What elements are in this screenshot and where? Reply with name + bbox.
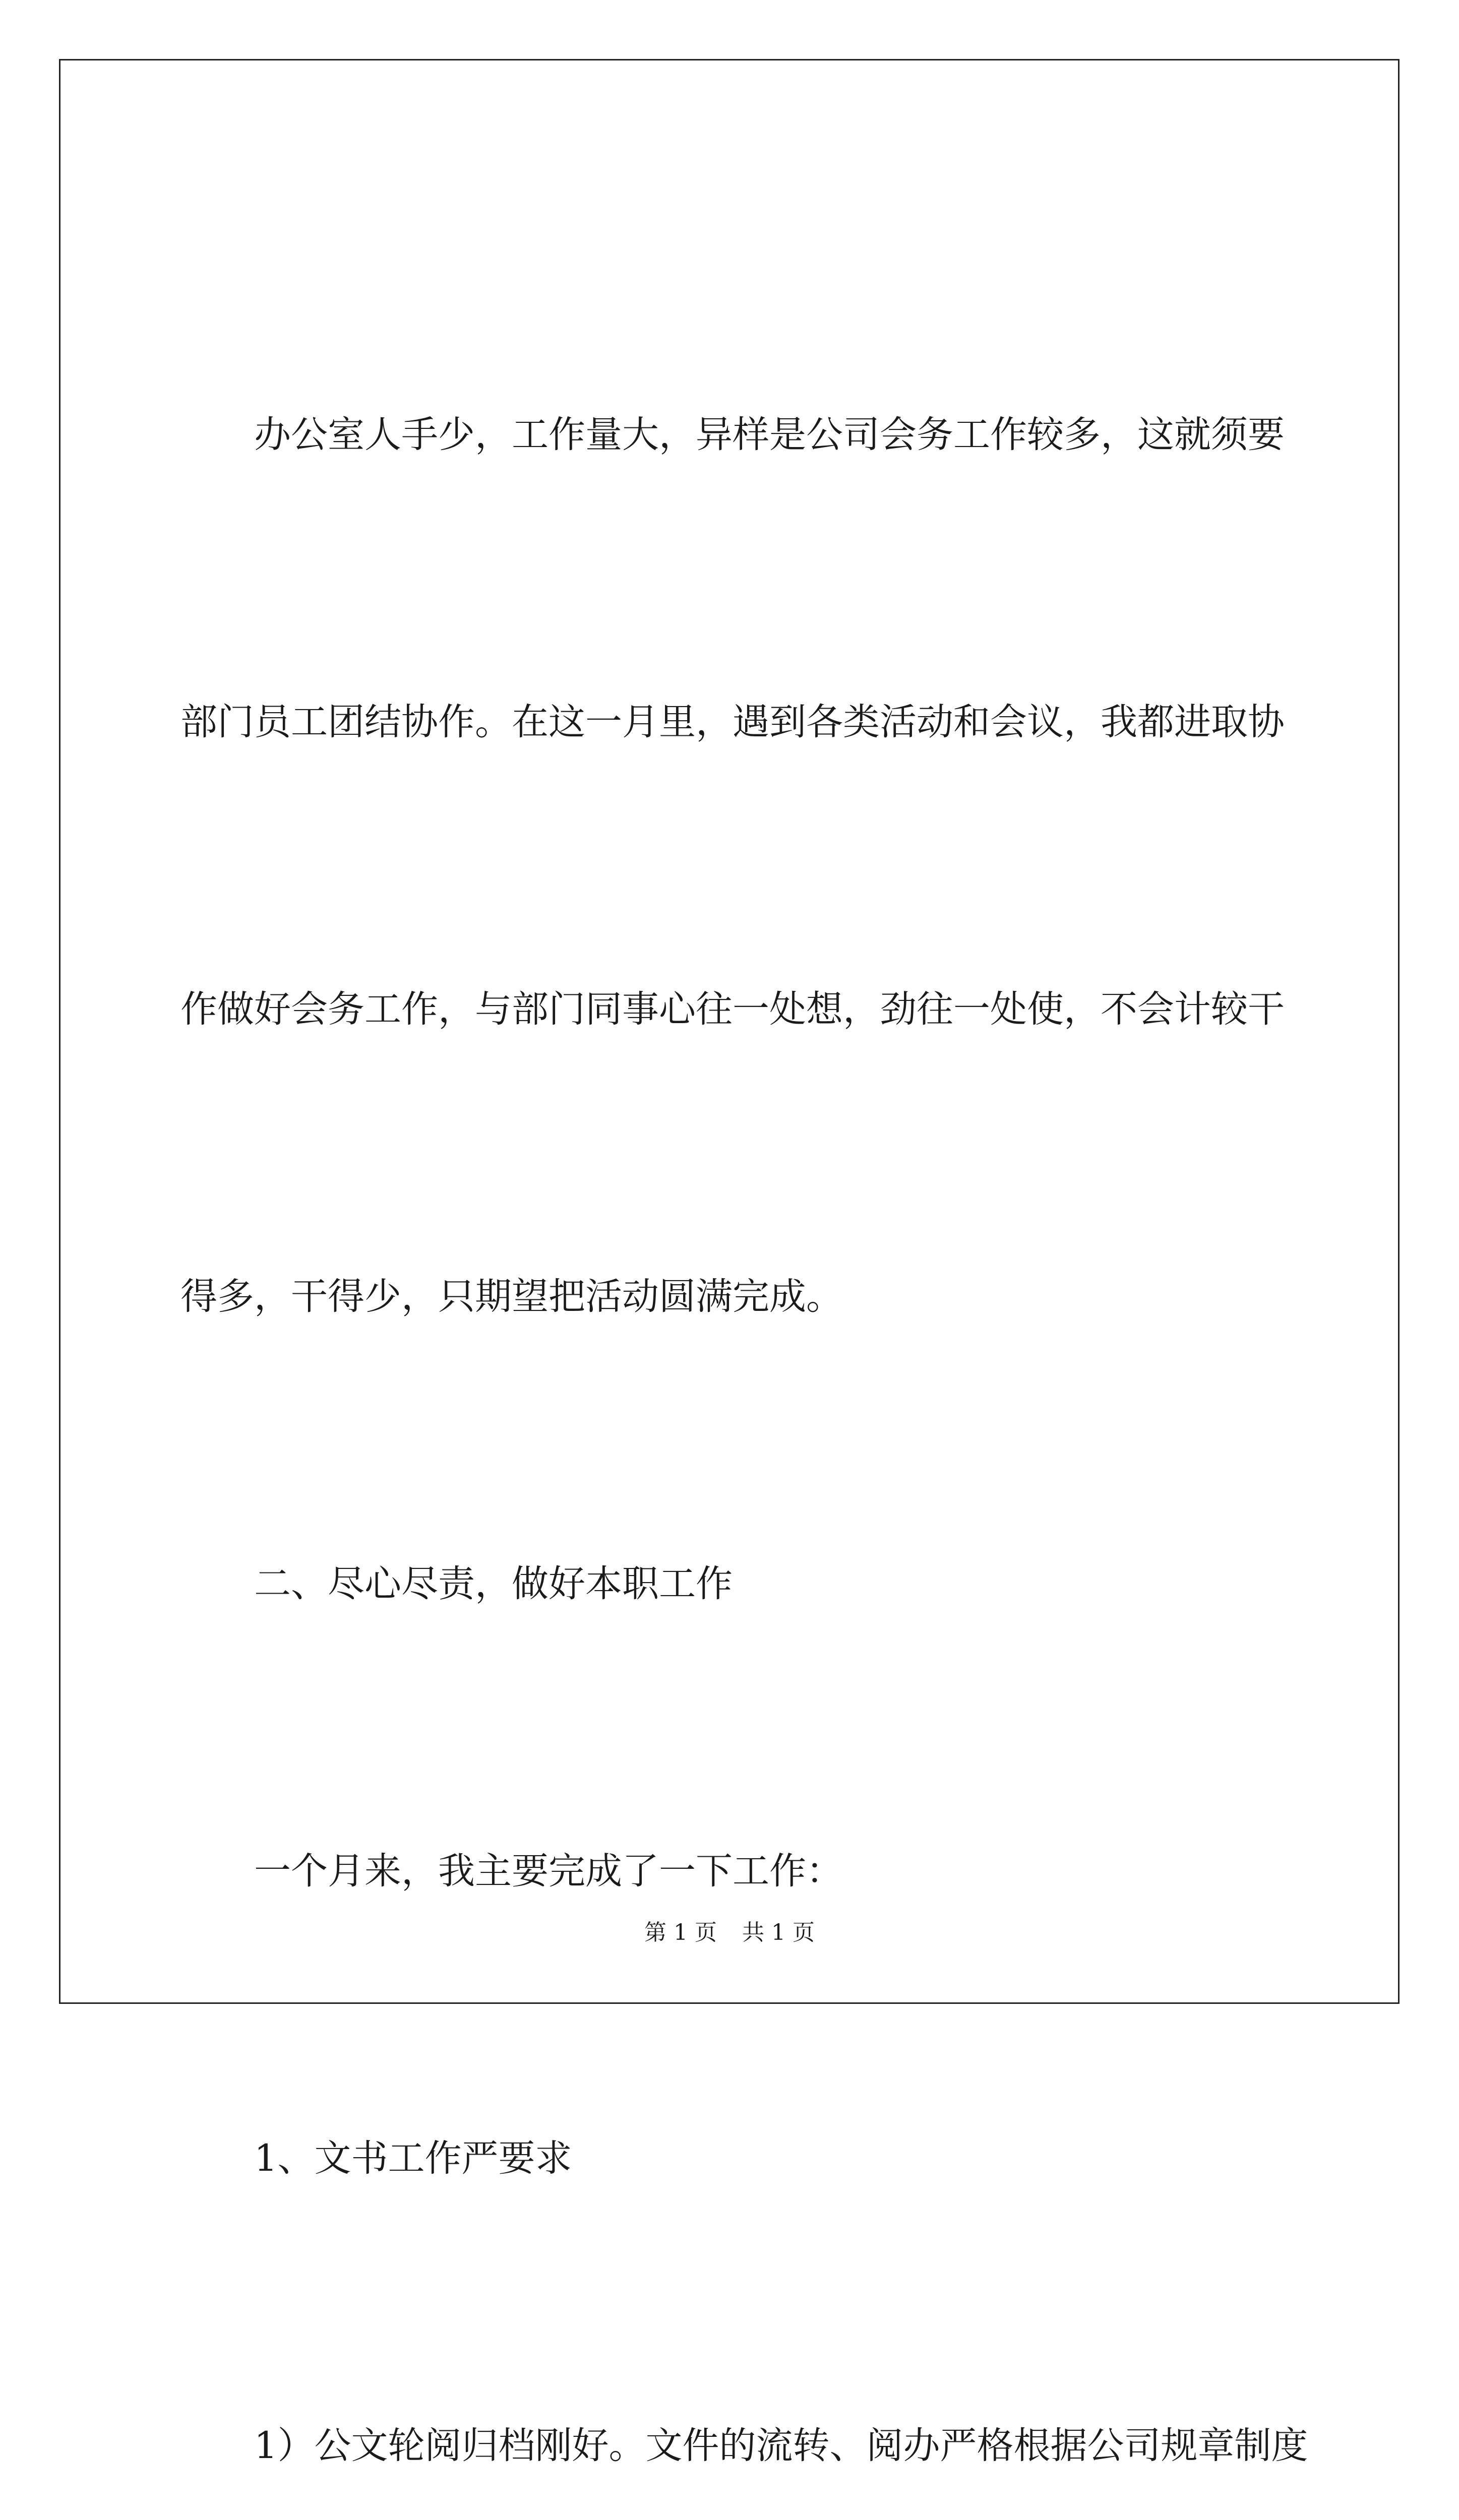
- page-footer: [0, 1918, 1459, 1948]
- subsection-heading: 1、文书工作严要求: [180, 2137, 572, 2180]
- document-body: [180, 196, 1308, 2520]
- text-line: 作做好会务工作，与部门同事心往一处想，劲往一处使，不会计较干: [180, 988, 1285, 1031]
- text-line: 办公室人手少，工作量大，异样是公司会务工作较多，这就须要: [180, 413, 1285, 456]
- text-line: 一个月来，我主要完成了一下工作：: [180, 1850, 843, 1893]
- text-line: 得多，干得少，只期望把活动圆满完成。: [180, 1275, 843, 1318]
- section-heading: 二、尽心尽责，做好本职工作: [180, 1562, 733, 1605]
- page-total: 共 1 页: [742, 1920, 815, 1945]
- text-line: 部门员工团结协作。在这一月里，遇到各类活动和会议，我都进取协: [180, 701, 1285, 743]
- page-number: 第 1 页: [644, 1920, 717, 1945]
- text-line: 1）公文轮阅归档刚好。文件的流转、阅办严格根据公司规章制度: [180, 2424, 1308, 2467]
